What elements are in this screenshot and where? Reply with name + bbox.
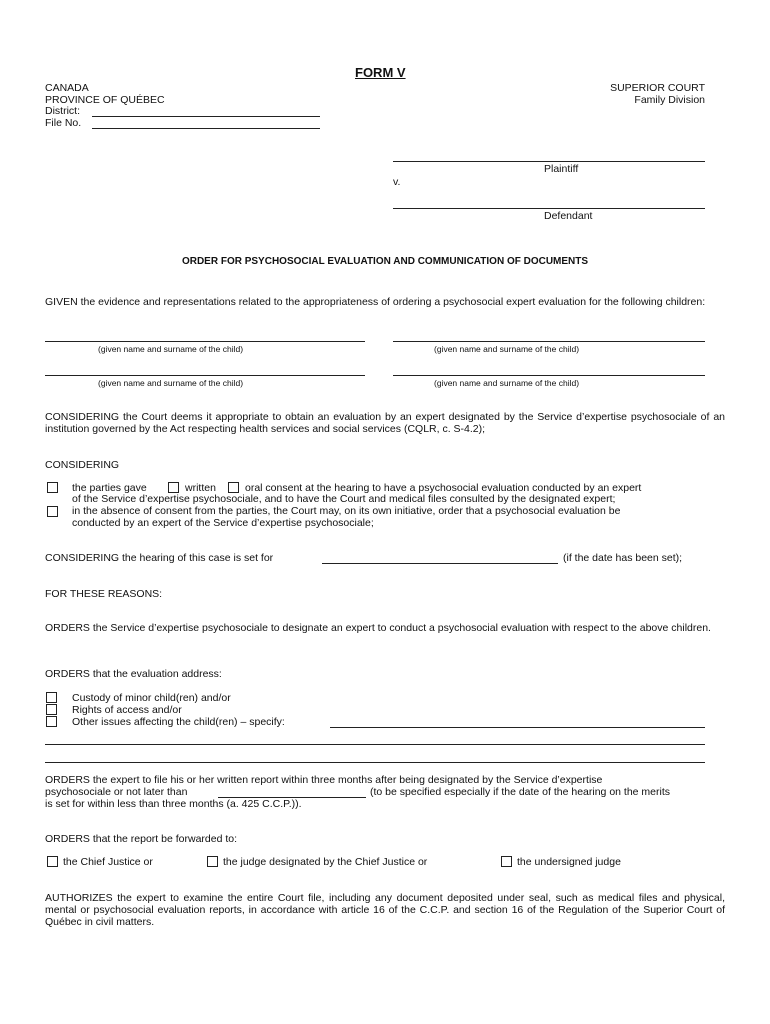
for-these-reasons: FOR THESE REASONS: <box>45 588 163 600</box>
child-1-caption: (given name and surname of the child) <box>98 344 244 354</box>
child-3-caption: (given name and surname of the child) <box>98 378 244 388</box>
orders-address-label: ORDERS that the evaluation address: <box>45 668 222 680</box>
consent-line-2: of the Service d’expertise psychosociale, and to have the Court and medical files consulted by the designated expert; <box>72 493 616 505</box>
defendant-field[interactable] <box>393 196 705 209</box>
considering-label: CONSIDERING <box>45 459 120 471</box>
order-title: ORDER FOR PSYCHOSOCIAL EVALUATION AND COMMUNICATION OF DOCUMENTS <box>181 256 589 267</box>
province-label: PROVINCE OF QUÉBEC <box>45 94 165 106</box>
chief-justice-checkbox[interactable] <box>47 856 58 867</box>
form-title: FORM V <box>355 65 406 80</box>
undersigned-judge-checkbox[interactable] <box>501 856 512 867</box>
chief-justice-label: the Chief Justice or <box>63 856 153 868</box>
orders-designate-paragraph: ORDERS the Service d’expertise psychosociale to designate an expert to conduct a psychosocial evaluation with respect to the above children. <box>45 622 711 634</box>
designated-judge-checkbox[interactable] <box>207 856 218 867</box>
consent-given-checkbox[interactable] <box>47 482 58 493</box>
forward-label: ORDERS that the report be forwarded to: <box>45 833 238 845</box>
written-consent-checkbox[interactable] <box>168 482 179 493</box>
court-division: Family Division <box>634 94 705 106</box>
plaintiff-field[interactable] <box>393 149 705 162</box>
designated-judge-label: the judge designated by the Chief Justice or <box>223 856 428 868</box>
custody-checkbox[interactable] <box>46 692 57 703</box>
oral-consent-label: oral consent at the hearing to have a psychosocial evaluation conducted by an expert <box>245 482 642 494</box>
defendant-label: Defendant <box>544 210 593 222</box>
authorizes-paragraph: AUTHORIZES the expert to examine the entire Court file, including any document deposited under seal, such as medical files and physical, mental or psychosocial evaluation reports, in accordance with article 16 of the C.C.P. and section 16 of the Regulation of the Superior Court of Québec in civil matters. <box>45 892 725 928</box>
district-label: District: <box>45 105 80 117</box>
child-4-caption: (given name and surname of the child) <box>434 378 580 388</box>
child-3-field[interactable] <box>45 363 365 376</box>
child-1-field[interactable] <box>45 329 365 342</box>
child-4-field[interactable] <box>393 363 705 376</box>
written-consent-label: written <box>185 482 216 494</box>
report-line-3: is set for within less than three months (a. 425 C.C.P.)). <box>45 798 302 810</box>
absence-consent-line-2: conducted by an expert of the Service d’expertise psychosociale; <box>72 517 374 529</box>
undersigned-judge-label: the undersigned judge <box>517 856 621 868</box>
versus-label: v. <box>393 176 401 188</box>
hearing-prefix: CONSIDERING the hearing of this case is set for <box>45 552 274 564</box>
report-deadline-field[interactable] <box>218 785 366 798</box>
custody-label: Custody of minor child(ren) and/or <box>72 692 231 704</box>
file-number-field[interactable] <box>92 116 320 129</box>
other-issues-label: Other issues affecting the child(ren) – specify: <box>72 716 285 728</box>
court-name: SUPERIOR COURT <box>610 82 705 94</box>
other-issues-checkbox[interactable] <box>46 716 57 727</box>
access-rights-checkbox[interactable] <box>46 704 57 715</box>
file-number-label: File No. <box>45 117 82 129</box>
report-line-1: ORDERS the expert to file his or her written report within three months after being designated by the Service d’expertise <box>45 774 603 786</box>
other-issues-specify-field[interactable] <box>330 715 705 728</box>
hearing-suffix: (if the date has been set); <box>563 552 683 564</box>
plaintiff-label: Plaintiff <box>544 163 579 175</box>
considering-court-paragraph: CONSIDERING the Court deems it appropriate to obtain an evaluation by an expert designated by the Service d’expertise psychosociale of an institution governed by the Act respecting health services and social services (CQLR, c. S-4.2); <box>45 411 725 435</box>
report-line-2-suffix: (to be specified especially if the date of the hearing on the merits <box>370 786 671 798</box>
country-label: CANADA <box>45 82 89 94</box>
access-rights-label: Rights of access and/or <box>72 704 182 716</box>
report-line-2-prefix: psychosociale or not later than <box>45 786 188 798</box>
child-2-field[interactable] <box>393 329 705 342</box>
child-2-caption: (given name and surname of the child) <box>434 344 580 354</box>
absence-consent-checkbox[interactable] <box>47 506 58 517</box>
given-paragraph: GIVEN the evidence and representations related to the appropriateness of ordering a psychosocial expert evaluation for the following children: <box>45 296 706 308</box>
oral-consent-checkbox[interactable] <box>228 482 239 493</box>
absence-consent-line-1: in the absence of consent from the parties, the Court may, on its own initiative, order that a psychosocial evaluation be <box>72 505 621 517</box>
other-issues-line-3[interactable] <box>45 750 705 763</box>
hearing-date-field[interactable] <box>322 551 558 564</box>
consent-prefix: the parties gave <box>72 482 147 494</box>
other-issues-line-2[interactable] <box>45 732 705 745</box>
